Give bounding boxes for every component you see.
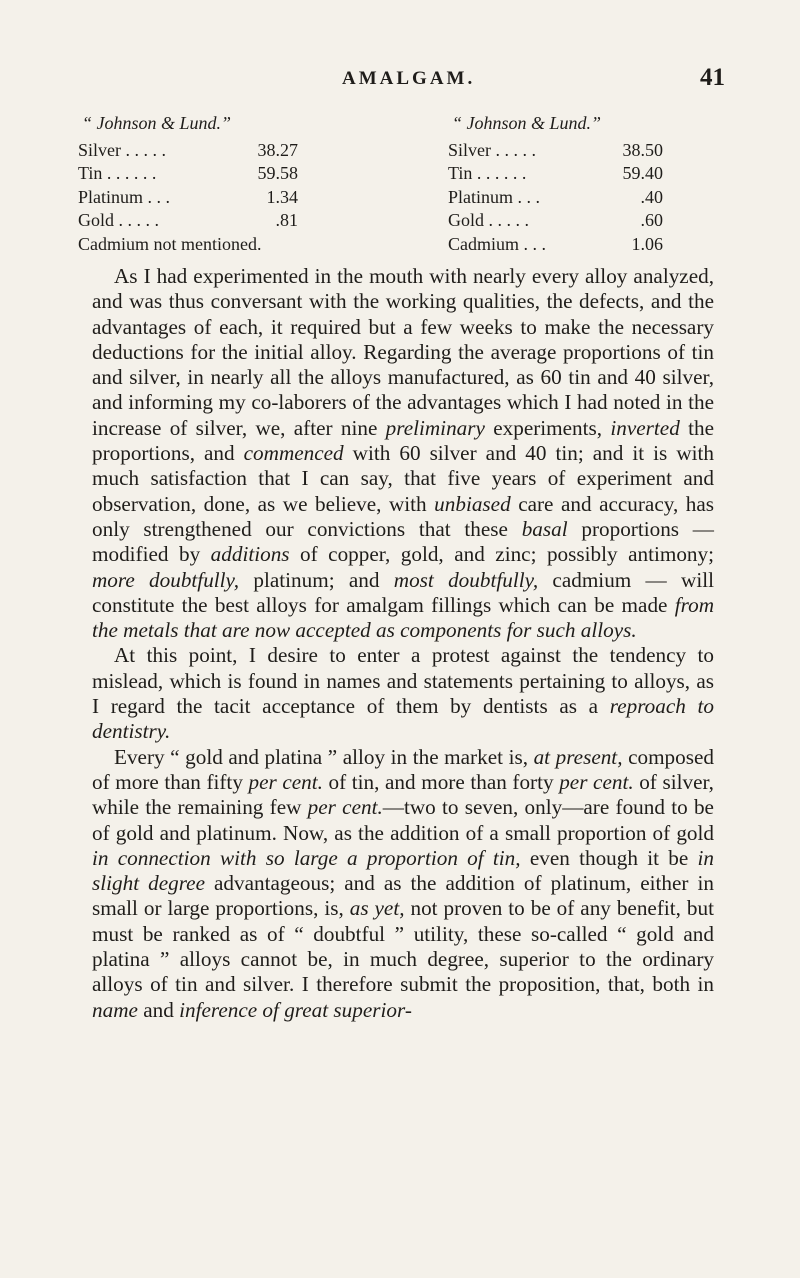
text-run: platinum; and [239, 567, 394, 592]
assay-metal: Platinum . . . [78, 186, 171, 207]
assay-metal: Tin . . . . . . [448, 163, 527, 183]
assay-row [448, 186, 778, 210]
text-run: not proven to be of any benefit, but must be ranked as of “ doubtful ” utility, these so-called “ gold and platina ” alloys cannot be, in much degree, superior to the ordinary alloys of tin and silver. I therefore submit the proposition, that, both in [92, 896, 714, 997]
assay-row [448, 209, 778, 233]
assay-rows [78, 139, 408, 257]
text-run: experiments, [484, 415, 611, 440]
assay-value: .81 [275, 210, 298, 230]
text-run: proportions — modified by [92, 516, 714, 567]
italic-text: as yet, [349, 896, 405, 921]
assay-caption: “ Johnson & Lund.” [452, 113, 602, 133]
text-run: of silver, while the remaining few [92, 769, 714, 820]
assay-value: 38.50 [622, 139, 663, 160]
text-run: advantageous; and as the addition of platinum, either in small or large proportions, is, [92, 871, 714, 921]
assay-row [448, 233, 778, 257]
paragraph [92, 745, 714, 1023]
italic-text: inverted [610, 415, 680, 440]
text-run: composed of more than fifty [92, 744, 714, 794]
assay-row [78, 139, 408, 163]
assay-metal: Silver . . . . . [78, 139, 166, 160]
text-run: —two to seven, only—are found to be of gold and platinum. Now, as the addition of a small proportion of gold [92, 795, 714, 845]
assay-metal: Platinum . . . [448, 186, 541, 207]
assay-value: 1.06 [631, 233, 663, 254]
paragraph [92, 264, 714, 643]
text-run: even though it be [520, 845, 698, 870]
italic-text: reproach to dentistry. [92, 694, 714, 744]
assay-metal: Gold . . . . . [448, 210, 529, 230]
assay-metal: Silver . . . . . [448, 139, 536, 160]
italic-text: in slight degree [92, 845, 714, 896]
page-number: 41 [700, 64, 725, 91]
italic-text: in connection with so large a proportion of tin, [92, 845, 521, 870]
italic-text: unbiased [434, 491, 511, 516]
page-header [0, 64, 800, 108]
assay-value: .60 [640, 210, 663, 230]
italic-text: preliminary [385, 415, 485, 440]
assay-table-right [448, 112, 778, 256]
italic-text: name [92, 997, 138, 1022]
italic-text: from the metals that are now accepted as components for such alloys. [92, 592, 714, 643]
text-run: As I had experimented in the mouth with nearly every alloy analyzed, and was thus conversant with the working qualities, the defects, and the advantages of each, it required but a few weeks to make the necessary deductions for the initial alloy. Regarding the average proportions of tin and silver, in nearly all the alloys manufactured, as 60 tin and 40 silver, and informing my co-laborers of the advantages which I had noted in the increase of silver, we, after nine [92, 264, 714, 440]
assay-metal: Cadmium . . . [448, 233, 546, 254]
assay-value: 38.27 [257, 139, 298, 160]
italic-text: inference of great superior- [179, 997, 412, 1022]
text-run: At this point, I desire to enter a protest against the tendency to mislead, which is found in names and statements pertaining to alloys, as I regard the tacit acceptance of them by dentists as a [92, 643, 714, 719]
assay-caption: “ Johnson & Lund.” [82, 113, 232, 133]
assay-row [78, 162, 408, 186]
assay-value: 1.34 [266, 186, 298, 207]
text-run: care and accuracy, has only strengthened our convictions that these [92, 491, 714, 541]
text-run: Every “ gold and platina ” alloy in the market is, [114, 744, 534, 769]
italic-text: at present, [533, 744, 623, 769]
assay-value: .40 [640, 186, 663, 207]
text-run: of copper, gold, and zinc; possibly antimony; [289, 542, 715, 567]
assay-tables [0, 112, 800, 252]
assay-rows [448, 139, 778, 257]
assay-row [448, 162, 778, 186]
text-run: with 60 silver and 40 tin; and it is with much satisfaction that I can say, that five years of experiment and observation, done, as we believe, with [92, 441, 714, 516]
paragraph [92, 643, 714, 744]
italic-text: commenced [243, 441, 344, 466]
italic-text: per cent. [307, 795, 383, 820]
italic-text: basal [521, 516, 568, 541]
assay-value: 59.40 [622, 163, 663, 183]
assay-table-left [78, 112, 408, 256]
assay-row [78, 209, 408, 233]
assay-metal: Tin . . . . . . [78, 163, 157, 183]
text-run: and [137, 997, 180, 1022]
body-text [92, 264, 714, 1023]
assay-value: 59.58 [257, 163, 298, 183]
text-run: of tin, and more than forty [322, 769, 560, 794]
italic-text: per cent. [248, 769, 323, 794]
assay-row [448, 139, 778, 163]
assay-note: Cadmium not mentioned. [78, 233, 262, 254]
italic-text: most doubtfully, [393, 567, 539, 592]
text-run: the proportions, and [92, 415, 714, 466]
assay-row [78, 186, 408, 210]
text-run: cadmium — will constitute the best alloys for amalgam fillings which can be made [92, 567, 714, 617]
italic-text: additions [210, 542, 290, 567]
italic-text: more doubtfully, [92, 567, 240, 592]
assay-metal: Gold . . . . . [78, 210, 159, 230]
italic-text: per cent. [559, 769, 634, 794]
running-head: AMALGAM. [342, 68, 476, 89]
assay-row [78, 233, 408, 257]
